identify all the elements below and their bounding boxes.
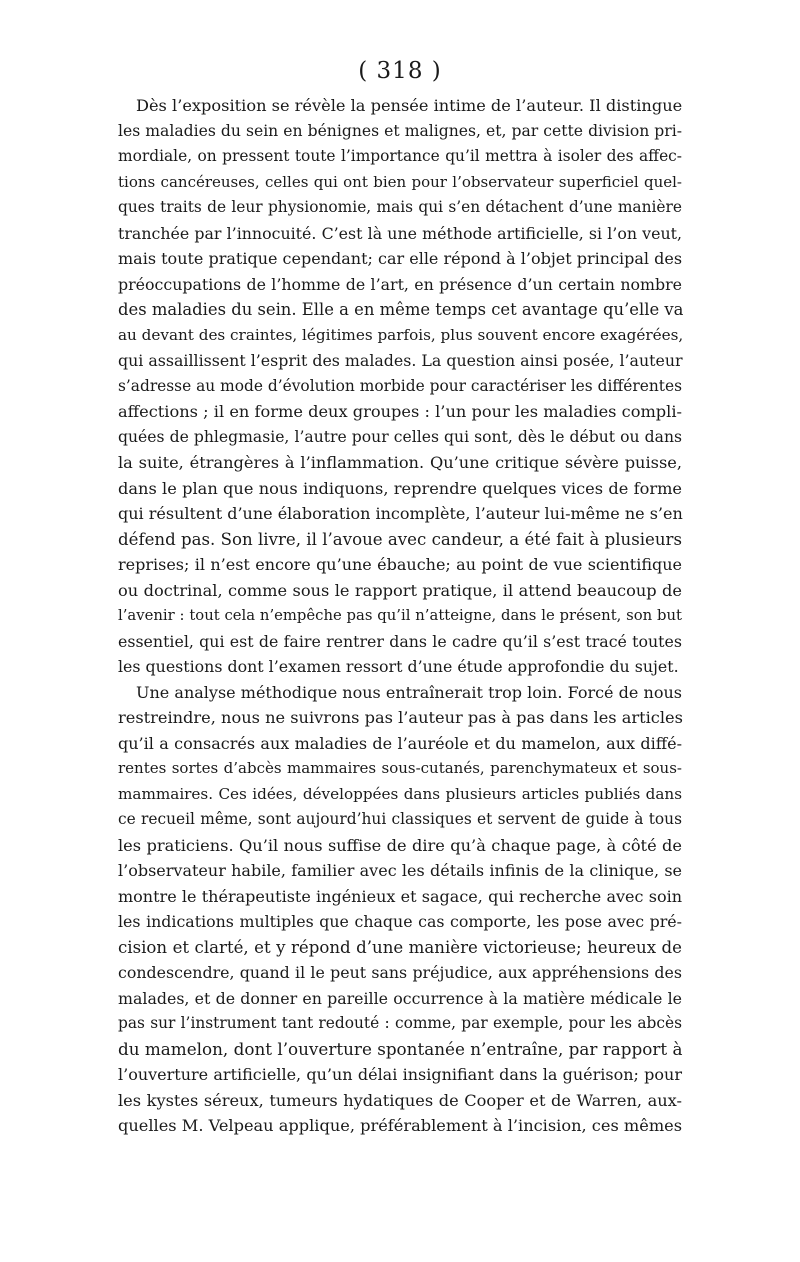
text-line: au devant des craintes, légitimes parfois, plus souvent encore exagérées, bbox=[118, 325, 684, 344]
text-line: mammaires. Ces idées, développées dans plusieurs articles publiés dans bbox=[118, 784, 682, 803]
text-line: la suite, étrangères à l’inflammation. Qu’une critique sévère puisse, bbox=[118, 453, 682, 472]
text-line: ce recueil même, sont aujourd’hui classiques et servent de guide à tous bbox=[118, 810, 682, 828]
text-line: des maladies du sein. Elle a en même temps cet avantage qu’elle va bbox=[118, 300, 684, 319]
text-line: restreindre, nous ne suivrons pas l’auteur pas à pas dans les articles bbox=[118, 708, 683, 727]
text-line: quées de phlegmasie, l’autre pour celles qui sont, dès le début ou dans bbox=[118, 427, 682, 446]
text-line: qui résultent d’une élaboration incomplète, l’auteur lui-même ne s’en bbox=[118, 504, 683, 523]
text-line: mordiale, on pressent toute l’importance qu’il mettra à isoler des affec- bbox=[118, 147, 682, 165]
text-line: s’adresse au mode d’évolution morbide pour caractériser les différentes bbox=[118, 376, 682, 395]
page-number: ( 318 ) bbox=[358, 58, 442, 84]
text-line: reprises; il n’est encore qu’une ébauche; au point de vue scientifique bbox=[118, 555, 682, 574]
text-line: tranchée par l’innocuité. C’est là une méthode artificielle, si l’on veut, bbox=[118, 223, 682, 243]
text-line: les maladies du sein en bénignes et malignes, et, par cette division pri- bbox=[118, 121, 682, 140]
text-line: les indications multiples que chaque cas comporte, les pose avec pré- bbox=[118, 912, 682, 931]
text-line: condescendre, quand il le peut sans préjudice, aux appréhensions des bbox=[118, 963, 682, 982]
text-line: essentiel, qui est de faire rentrer dans le cadre qu’il s’est tracé toutes bbox=[118, 631, 682, 651]
text-line: affections ; il en forme deux groupes : l’un pour les maladies compli- bbox=[118, 402, 682, 421]
text-line: ques traits de leur physionomie, mais qui s’en détachent d’une manière bbox=[118, 198, 682, 216]
text-line: l’observateur habile, familier avec les détails infinis de la clinique, se bbox=[118, 861, 682, 880]
text-line: les praticiens. Qu’il nous suffise de dire qu’à chaque page, à côté de bbox=[118, 835, 682, 855]
text-line: tions cancéreuses, celles qui ont bien pour l’observateur superficiel quel- bbox=[118, 172, 682, 191]
text-line: les questions dont l’examen ressort d’une étude approfondie du sujet. bbox=[118, 657, 679, 676]
text-line: mais toute pratique cependant; car elle répond à l’objet principal des bbox=[118, 249, 683, 268]
text-line: Une analyse méthodique nous entraînerait trop loin. Forcé de nous bbox=[136, 682, 682, 702]
text-line: quelles M. Velpeau applique, préférablement à l’incision, ces mêmes bbox=[118, 1116, 683, 1135]
body-text bbox=[118, 93, 682, 1139]
text-line: qui assaillissent l’esprit des malades. La question ainsi posée, l’auteur bbox=[118, 351, 683, 370]
text-line: Dès l’exposition se révèle la pensée intime de l’auteur. Il distingue bbox=[136, 96, 683, 115]
text-line: dans le plan que nous indiquons, reprendre quelques vices de forme bbox=[118, 478, 682, 498]
text-line: préoccupations de l’homme de l’art, en présence d’un certain nombre bbox=[118, 274, 682, 294]
text-line: l’ouverture artificielle, qu’un délai insignifiant dans la guérison; pour bbox=[118, 1065, 682, 1084]
text-line: rentes sortes d’abcès mammaires sous-cutanés, parenchymateux et sous- bbox=[118, 759, 682, 777]
text-line: du mamelon, dont l’ouverture spontanée n’entraîne, par rapport à bbox=[118, 1038, 683, 1059]
text-line: ou doctrinal, comme sous le rapport pratique, il attend beaucoup de bbox=[118, 580, 682, 600]
text-line: qu’il a consacrés aux maladies de l’auréole et du mamelon, aux diffé- bbox=[118, 733, 682, 753]
text-line: montre le thérapeutiste ingénieux et sagace, qui recherche avec soin bbox=[118, 886, 682, 906]
text-line: l’avenir : tout cela n’empêche pas qu’il n’atteigne, dans le présent, son but bbox=[118, 607, 682, 624]
text-line: les kystes séreux, tumeurs hydatiques de Cooper et de Warren, aux- bbox=[118, 1090, 682, 1110]
text-line: pas sur l’instrument tant redouté : comme, par exemple, pour les abcès bbox=[118, 1014, 682, 1032]
text-line: défend pas. Son livre, il l’avoue avec candeur, a été fait à plusieurs bbox=[118, 529, 682, 549]
text-line: cision et clarté, et y répond d’une manière victorieuse; heureux de bbox=[118, 937, 682, 957]
text-line: malades, et de donner en pareille occurrence à la matière médicale le bbox=[118, 988, 682, 1008]
